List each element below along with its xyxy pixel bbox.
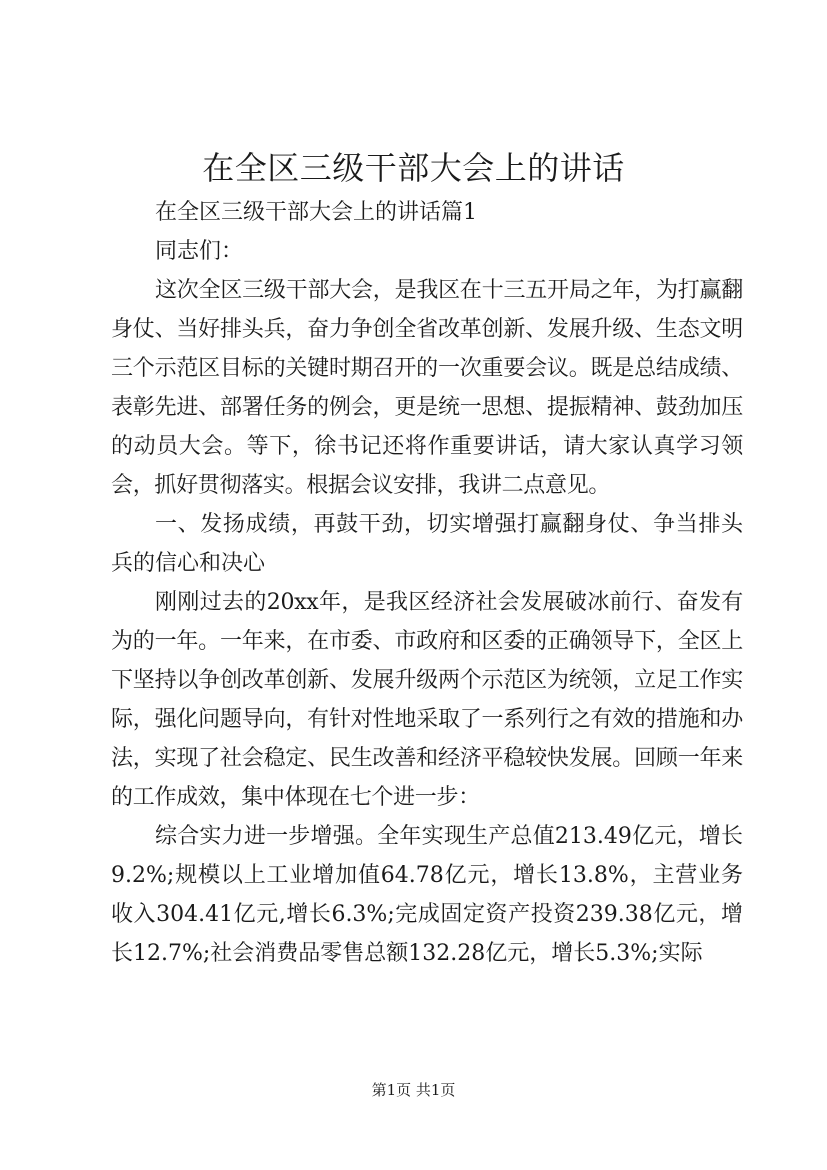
page-number: 第1页 共1页 bbox=[371, 1081, 456, 1099]
document-title: 在全区三级干部大会上的讲话 bbox=[202, 149, 625, 187]
point-one-heading: 一、发扬成绩，再鼓干劲，切实增强打赢翻身仗、争当排头兵的信心和决心 bbox=[111, 512, 743, 576]
salutation: 同志们： bbox=[155, 239, 244, 264]
section-heading: 在全区三级干部大会上的讲话篇1 bbox=[155, 200, 477, 225]
intro-paragraph: 这次全区三级干部大会，是我区在十三五开局之年，为打赢翻身仗、当好排头兵，奋力争创全省改革创新、发展升级、生态文明三个示范区目标的关键时期召开的一次重要会议。既是总结成绩、表彰先进、部署任务的例会，更是统一思想、提振精神、鼓劲加压的动员大会。等下，徐书记还将作重要讲话，请大家认真学习领会，抓好贯彻落实。根据会议安排，我讲二点意见。 bbox=[111, 278, 743, 498]
document-body bbox=[111, 193, 743, 973]
strength-paragraph: 综合实力进一步增强。全年实现生产总值213.49亿元，增长9.2%;规模以上工业增加值64.78亿元，增长13.8%，主营业务收入304.41亿元,增长6.3%;完成固定资产投资239.38亿元，增长12.7%;社会消费品零售总额132.28亿元，增长5.3%;实际 bbox=[111, 824, 743, 966]
review-paragraph: 刚刚过去的20xx年，是我区经济社会发展破冰前行、奋发有为的一年。一年来，在市委、市政府和区委的正确领导下，全区上下坚持以争创改革创新、发展升级两个示范区为统领，立足工作实际，强化问题导向，有针对性地采取了一系列行之有效的措施和办法，实现了社会稳定、民生改善和经济平稳较快发展。回顾一年来的工作成效，集中体现在七个进一步： bbox=[111, 590, 743, 810]
page-footer bbox=[0, 1080, 827, 1100]
